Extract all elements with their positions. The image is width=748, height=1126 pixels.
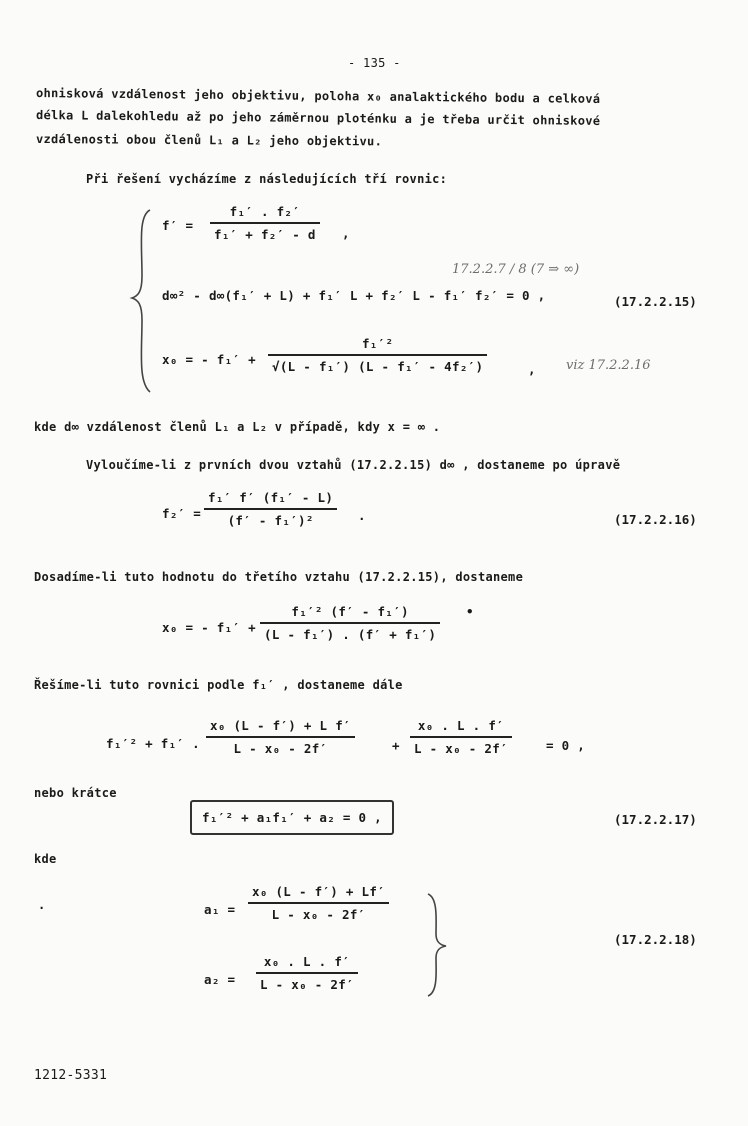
stray-dot: . (38, 898, 46, 912)
eq5-lhs: x₀ = - f₁′ + (162, 620, 256, 635)
fraction-bar (256, 972, 358, 974)
eq6-numerator-2: x₀ . L . f′ (417, 718, 504, 733)
eq3-fraction (268, 336, 487, 374)
eq1-tail: , (342, 226, 350, 241)
eq4-denominator: (f′ - f₁′)² (227, 512, 314, 528)
fraction-bar (210, 222, 320, 224)
eq1-denominator: f₁′ + f₂′ - d (214, 226, 316, 242)
eq3-numerator: f₁′² (361, 336, 394, 351)
eq-number-15: (17.2.2.15) (614, 294, 697, 309)
eq5-numerator: f₁′² (f′ - f₁′) (291, 604, 409, 619)
eq1-lhs: f′ = (162, 218, 194, 233)
eq4-tail: . (358, 508, 366, 523)
intro-line-1: ohnisková vzdálenost jeho objektivu, poloha x₀ analaktického bodu a celková (35, 86, 601, 106)
fraction-bar (260, 622, 440, 624)
system-brace (128, 206, 158, 396)
eq6-tail: = 0 , (546, 738, 586, 753)
fraction-bar (410, 736, 512, 738)
a2-fraction (256, 954, 358, 992)
handwritten-note-1: 17.2.2.7 / 8 (7 ⇒ ∞) (452, 262, 580, 277)
a1-lhs: a₁ = (204, 902, 236, 917)
eq2: d∞² - d∞(f₁′ + L) + f₁′ L + f₂′ L - f₁′ f₂′ = 0 , (162, 288, 546, 303)
handwritten-note-2: viz 17.2.2.16 (566, 358, 651, 373)
fraction-bar (206, 736, 355, 738)
eq6-denominator-2: L - x₀ - 2f′ (414, 740, 508, 756)
solving-text: Při řešení vycházíme z následujících tří rovnic: (86, 172, 448, 186)
eq7-boxed: f₁′² + a₁f₁′ + a₂ = 0 , (190, 800, 394, 835)
eq5-fraction (260, 604, 440, 642)
eq6-denominator-1: L - x₀ - 2f′ (233, 740, 328, 756)
eq3-tail: , (528, 362, 536, 377)
fraction-bar (248, 902, 389, 904)
substitute-text: Dosadíme-li tuto hodnotu do třetího vztahu (17.2.2.15), dostaneme (34, 570, 524, 584)
page-number: - 135 - (348, 56, 401, 70)
a2-denominator: L - x₀ - 2f′ (260, 976, 354, 992)
eq4-numerator: f₁′ f′ (f₁′ - L) (208, 490, 334, 505)
a2-numerator: x₀ . L . f′ (263, 954, 350, 969)
fraction-bar (268, 354, 487, 356)
eq3-denominator: √(L - f₁′) (L - f₁′ - 4f₂′) (272, 358, 484, 374)
eq6-fraction-2 (410, 718, 512, 756)
eq4-fraction (204, 490, 337, 528)
intro-line-3: vzdálenosti obou členů L₁ a L₂ jeho objektivu. (35, 132, 383, 149)
eq3-lhs: x₀ = - f₁′ + (162, 352, 256, 367)
solving-for-text: Řešíme-li tuto rovnici podle f₁′ , dostaneme dále (34, 678, 403, 692)
eq-number-16: (17.2.2.16) (614, 512, 697, 527)
a1-numerator: x₀ (L - f′) + Lf′ (252, 884, 386, 899)
eq1-numerator: f₁′ . f₂′ (229, 204, 301, 219)
eq6-lhs: f₁′² + f₁′ . (106, 736, 200, 751)
eliminate-text: Vyloučíme-li z prvních dvou vztahů (17.2.2.15) d∞ , dostaneme po úpravě (86, 458, 621, 472)
or-short-text: nebo krátce (34, 786, 117, 800)
where-text: kde (34, 852, 57, 866)
eq6-numerator-1: x₀ (L - f′) + L f′ (210, 718, 351, 733)
eq5-tail: • (466, 604, 474, 619)
eq6-fraction-1 (206, 718, 355, 756)
footer-code: 1212-5331 (34, 1068, 108, 1083)
fraction-bar (204, 508, 337, 510)
eq-number-18: (17.2.2.18) (614, 932, 697, 947)
eq-number-17: (17.2.2.17) (614, 812, 697, 827)
a1-denominator: L - x₀ - 2f′ (271, 906, 366, 922)
intro-line-2: délka L dalekohledu až po jeho záměrnou ploténku a je třeba určit ohniskové (35, 108, 601, 128)
eq6-plus: + (392, 738, 400, 753)
definitions-brace (424, 890, 454, 1000)
eq1-fraction (210, 204, 320, 242)
a2-lhs: a₂ = (204, 972, 236, 987)
eq4-lhs: f₂′ = (162, 506, 202, 521)
a1-fraction (248, 884, 389, 922)
eq5-denominator: (L - f₁′) . (f′ + f₁′) (264, 626, 437, 642)
where-dinf-text: kde d∞ vzdálenost členů L₁ a L₂ v případě, kdy x = ∞ . (34, 420, 441, 434)
